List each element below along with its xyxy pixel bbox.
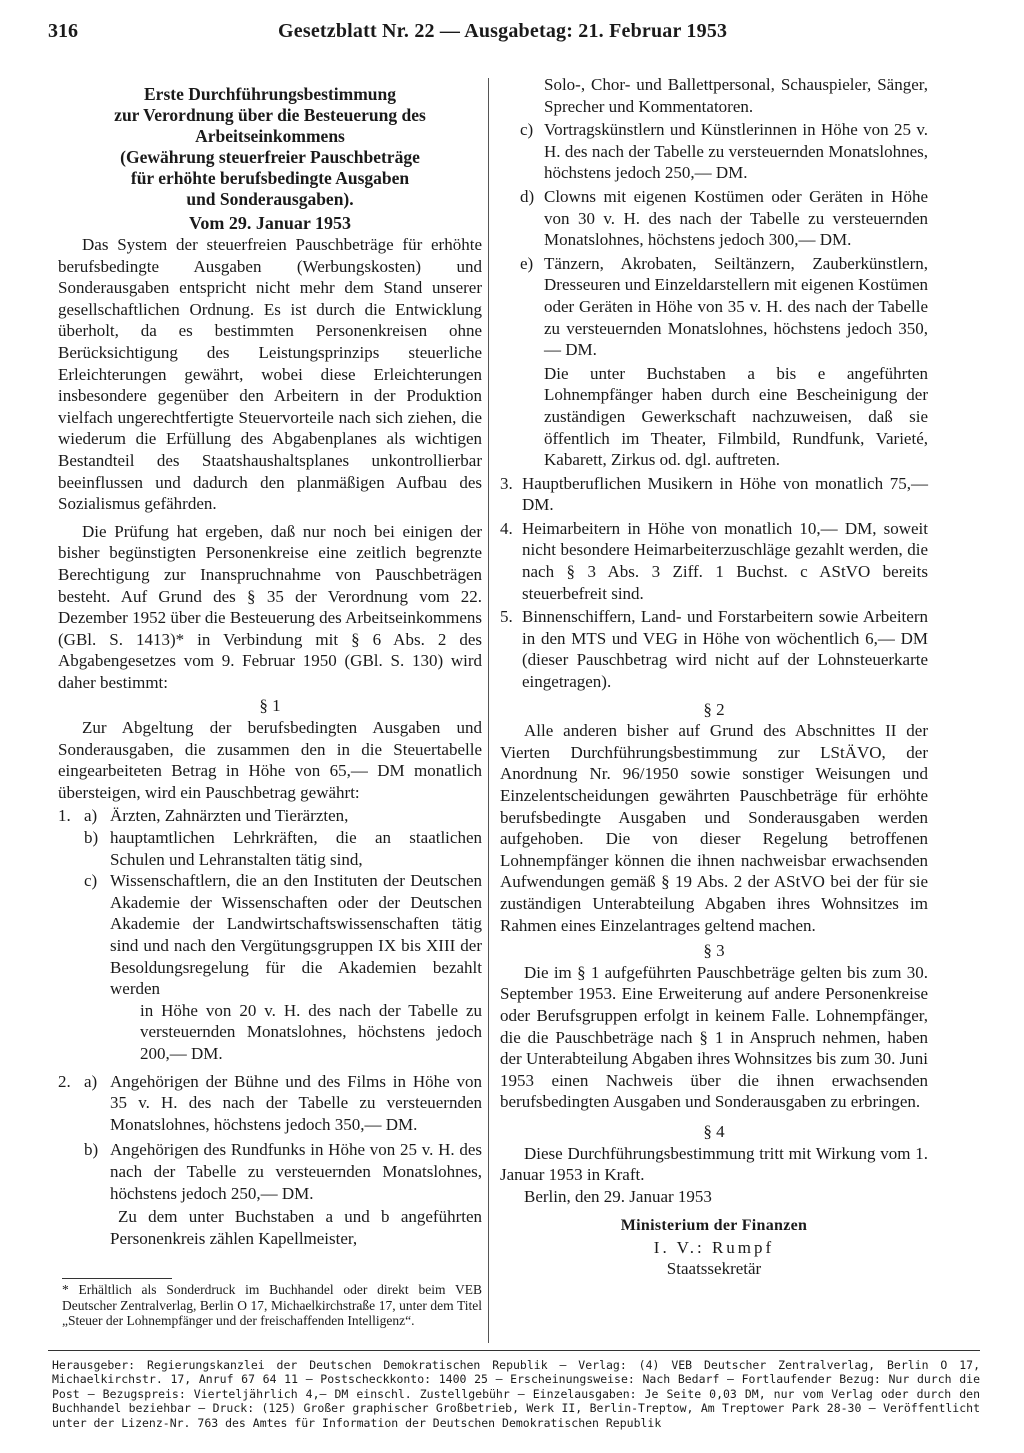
item-4 [500,518,928,604]
item-1c [58,870,482,1000]
title-line: zur Verordnung über die Besteuerung des [114,105,426,125]
item-text: Binnenschiffern, Land- und Forstarbeitern sowie Arbeitern in den MTS und VEG in Höhe von wöchentlich 6,— DM (dieser Pauschbetrag wird nicht auf der Lohnsteuerkarte eingetragen). [522,607,928,692]
signer-title: Staatssekretär [666,1259,762,1279]
section-1-heading: § 1 [259,696,281,716]
item-number: 2. [58,1071,71,1091]
item-letter: a) [84,806,98,826]
title-line: Erste Durchführungsbestimmung [144,84,396,104]
document-title [58,84,482,210]
ministry-name: Ministerium der Finanzen [620,1217,808,1235]
section-1-intro: Zur Abgeltung der berufsbedingten Ausgaben und Sonderausgaben, die zusammen den in die Steuertabelle eingearbeiteten Betrag in Höhe von 65,— DM monatlich übersteigen, wird ein Pauschbetrag gewährt: [58,718,482,802]
item-text: Solo-, Chor- und Ballettpersonal, Schauspieler, Sänger, Sprecher und Kommentatoren. [544,75,928,116]
item-text: hauptamtlichen Lehrkräften, die an staatlichen Schulen und Lehranstalten tätig sind, [110,828,482,869]
item-2e [500,253,928,361]
item-text: Zu dem unter Buchstaben a und b angeführten Personenkreis zählen Kapellmeister, [110,1207,482,1248]
document-date: Vom 29. Januar 1953 [188,213,352,233]
item-text: Vortragskünstlern und Künstlerinnen in Höhe von 25 v. H. des nach der Tabelle zu versteuernden Monatslohnes, höchstens jedoch 250,— DM. [544,120,928,183]
left-column [58,84,482,1249]
item-text: Ärzten, Zahnärzten und Tierärzten, [110,806,349,826]
footnote-rule [62,1278,172,1279]
section-2-heading: § 2 [703,699,725,719]
item-2a [58,1071,482,1136]
column-divider [488,78,489,1343]
item-text: Tänzern, Akrobaten, Seiltänzern, Zauberkünstlern, Dresseuren und Einzeldarstellern mit eigenen Kostümen oder Geräten in Höhe von 35 v. H. des nach der Tabelle zu versteuernden Monatslohnes, höchstens jedoch 350,— DM. [544,253,928,360]
item-letter: c) [84,871,98,891]
item-letter: c) [520,120,534,140]
item-2d [500,186,928,251]
item-text: Angehörigen des Rundfunks in Höhe von 25 v. H. des nach der Tabelle zu versteuernden Monatslohnes, höchstens jedoch 250,— DM. [110,1140,482,1203]
item-letter: e) [520,253,534,273]
right-column [500,74,928,1280]
page-header [48,20,978,52]
publisher-imprint: Herausgeber: Regierungskanzlei der Deutschen Demokratischen Republik — Verlag: (4) VEB Deutscher Zentralverlag, Berlin O 17, Michaelkirchstr. 17, Anruf 67 64 11 — Postscheckkonto: 1400 25 — Erscheinungsweise: Nach Bedarf — Fortlaufender Bezug: Nur durch die Post — Bezugspreis: Vierteljährlich 4,— DM einschl. Zustellgebühr — Einzelausgaben: Je Seite 0,03 DM, nur vom Verlag oder durch den Buchhandel beziehbar — Druck: (125) Großer graphischer Großbetrieb, Werk II, Berlin-Treptow, Am Treptower Park 28-30 — Veröffentlicht unter der Lizenz-Nr. 763 des Amtes für Information der Deutschen Demokratischen Republik [52,1358,980,1430]
title-line: für erhöhte berufsbedingte Ausgaben [130,168,410,188]
title-line: Arbeitseinkommens [195,126,345,146]
section-2-text: Alle anderen bisher auf Grund des Abschnittes II der Vierten Durchführungsbestimmung zur LStÄVO, der Anordnung Nr. 96/1950 sowie sonstiger Weisungen und Einzelentscheidungen gewährten Pauschbeträge für erhöhte berufsbedingte Ausgaben und Sonderausgaben werden aufgehoben. Die von dieser Regelung betroffenen Lohnempfänger können die ihnen nachweisbar erwachsenden Aufwendungen gemäß § 19 Abs. 2 der AStVO bei der für sie zuständigen Unterabteilung Abgaben ihres Wohnsitzes im Rahmen eines Einzelantrages geltend machen. [500,721,928,935]
item-3 [500,473,928,516]
item-number: 5. [500,607,513,627]
title-line: (Gewährung steuerfreier Pauschbeträge [120,147,420,167]
imprint-rule [48,1350,980,1351]
item-number: 1. [58,806,71,826]
section-4-text: Diese Durchführungsbestimmung tritt mit Wirkung vom 1. Januar 1953 in Kraft. [500,1143,928,1185]
footnote: * Erhältlich als Sonderdruck im Buchhandel oder direkt beim VEB Deutscher Zentralverlag, Berlin O 17, Michaelkirchstraße 17, unter dem Titel „Steuer der Lohnempfänger und der freischaffenden Intelligenz“. [62,1282,482,1329]
item-letter: b) [84,1140,99,1160]
item-letter: b) [84,828,99,848]
item-2c [500,119,928,184]
item-2b-continued [500,74,928,117]
item-1-rate [58,1000,482,1065]
item-2b-continuation [58,1206,482,1249]
item-letter: d) [520,186,535,206]
page-number: 316 [48,20,78,42]
item-1a [58,805,482,827]
item-letter: a) [84,1071,98,1091]
section-3-text: Die im § 1 aufgeführten Pauschbeträge gelten bis zum 30. September 1953. Eine Erweiterung auf andere Personenkreise oder Berufsgruppen erfolgt in keinem Falle. Lohnempfänger, die die Pauschbeträge nach § 1 in Anspruch nehmen, haben der Unterabteilung Abgaben ihres Wohnsitzes bis zum 30. Juni 1953 einen Nachweis über die ihnen erwachsenden berufsbedingten Ausgaben und Sonderausgaben zu erbringen. [500,962,928,1112]
item-text: Angehörigen der Bühne und des Films in Höhe von 35 v. H. des nach der Tabelle zu versteuernden Monatslohnes, höchstens jedoch 350,— DM. [110,1071,482,1134]
item-5 [500,606,928,692]
preamble-paragraph-1: Das System der steuerfreien Pauschbeträge für erhöhte berufsbedingte Ausgaben (Werbungskosten) und Sonderausgaben entspricht nicht mehr dem Stand unserer gesellschaftlichen Ordnung. Es ist durch die Entwicklung überholt, da es bestimmten Personenkreisen ohne Berücksichtigung des Leistungsprinzips steuerliche Erleichterungen gewährt, wobei diese Erleichterungen insbesondere gegenüber den Arbeitern in der Produktion vielfach ungerechtfertigte Steuervorteile nach sich ziehen, die wiederum die Erfüllung des Abgabenplanes als wichtigen Bestandteil des Staatshaushaltsplanes unkontrollierbar beeinflussen und dadurch den planmäßigen Aufbau des Sozialismus gefährden. [58,235,482,514]
item-text: Wissenschaftlern, die an den Instituten der Deutschen Akademie der Wissenschaften oder der Deutschen Akademie der Landwirtschaftswissenschaften tätig sind und nach den Vergütungsgruppen IX bis XIII der Besoldungsregelung für die Akademien bezahlt werden [110,871,482,999]
section-4-heading: § 4 [703,1121,725,1141]
title-line: und Sonderausgaben). [186,189,354,209]
preamble-paragraph-2: Die Prüfung hat ergeben, daß nur noch bei einigen der bisher begünstigten Personenkreise eine zeitlich begrenzte Berechtigung zur Inanspruchnahme von Pauschbeträgen besteht. Auf Grund des § 35 der Verordnung vom 22. Dezember 1952 über die Besteuerung des Arbeitseinkommens (GBl. S. 1413)* in Verbindung mit § 6 Abs. 2 des Abgabengesetzes vom 9. Februar 1950 (GBl. S. 130) wird daher bestimmt: [58,521,482,692]
item-1b [58,827,482,870]
item-text: Hauptberuflichen Musikern in Höhe von monatlich 75,— DM. [522,473,928,515]
running-title: Gesetzblatt Nr. 22 — Ausgabetag: 21. Februar 1953 [278,20,728,42]
item-number: 3. [500,473,513,493]
place-date: Berlin, den 29. Januar 1953 [524,1186,712,1206]
item-2b [58,1139,482,1204]
signer-name: I. V.: Rumpf [653,1237,775,1257]
item-2-note [500,363,928,471]
item-text: in Höhe von 20 v. H. des nach der Tabelle zu versteuernden Monatslohnes, höchstens jedoch 200,— DM. [140,1000,482,1063]
section-3-heading: § 3 [703,941,725,961]
item-text: Die unter Buchstaben a bis e angeführten Lohnempfänger haben durch eine Bescheinigung der zuständigen Gewerkschaft nachzuweisen, daß sie öffentlich im Theater, Filmbild, Rundfunk, Varieté, Kabarett, Zirkus od. dgl. auftreten. [544,363,928,470]
item-text: Heimarbeitern in Höhe von monatlich 10,— DM, soweit nicht besondere Heimarbeiterzuschläge gezahlt werden, die nach § 3 Abs. 3 Ziff. 1 Buchst. c AStVO bereits steuerbefreit sind. [522,518,928,603]
item-number: 4. [500,518,513,538]
item-text: Clowns mit eigenen Kostümen oder Geräten in Höhe von 30 v. H. des nach der Tabelle zu versteuernden Monatslohnes, höchstens jedoch 300,— DM. [544,186,928,250]
